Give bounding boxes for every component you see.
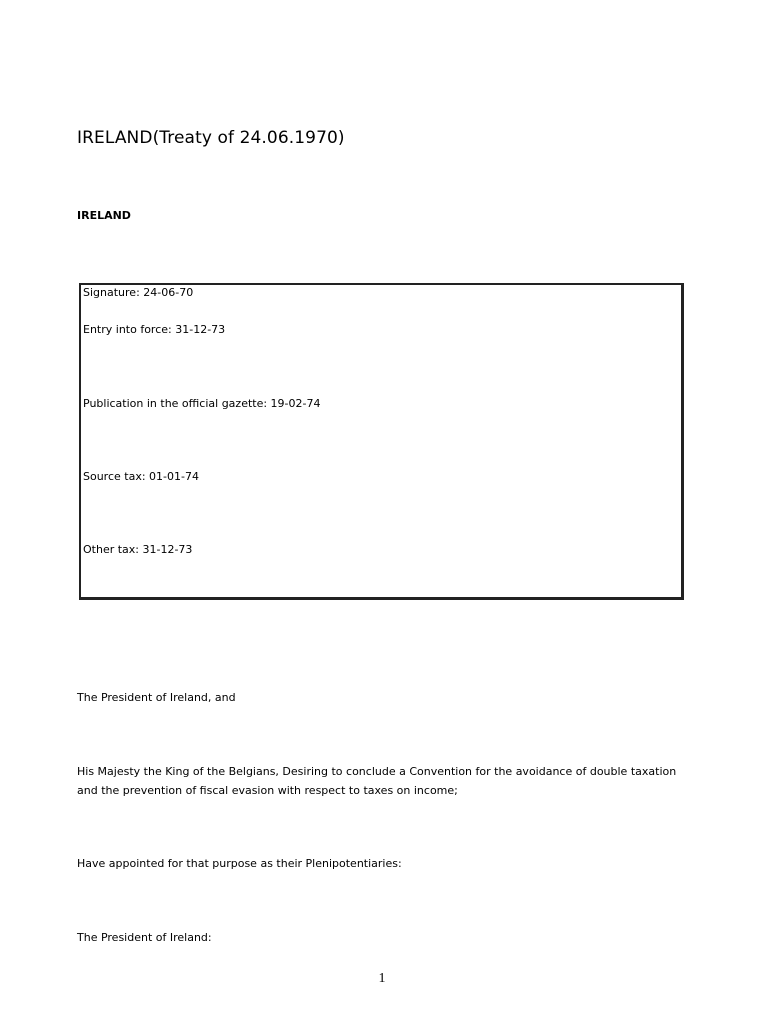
paragraph-king-line-1: His Majesty the King of the Belgians, Desiring to conclude a Convention for the avoidance of double taxation	[77, 765, 677, 778]
treaty-info-box	[79, 283, 684, 600]
page-number: 1	[378, 971, 386, 986]
paragraph-president: The President of Ireland, and	[77, 691, 236, 704]
entry-into-force-date: Entry into force: 31-12-73	[83, 323, 226, 336]
paragraph-plenipotentiaries: Have appointed for that purpose as their Plenipotentiaries:	[77, 857, 402, 870]
document-title: IRELAND(Treaty of 24.06.1970)	[77, 128, 345, 148]
publication-date: Publication in the official gazette: 19-02-74	[83, 397, 321, 410]
signature-date: Signature: 24-06-70	[83, 286, 194, 299]
paragraph-president-of-ireland: The President of Ireland:	[77, 931, 212, 944]
country-heading: IRELAND	[77, 209, 131, 222]
paragraph-king-line-2: and the prevention of fiscal evasion with respect to taxes on income;	[77, 784, 458, 797]
source-tax-date: Source tax: 01-01-74	[83, 470, 199, 483]
other-tax-date: Other tax: 31-12-73	[83, 543, 193, 556]
